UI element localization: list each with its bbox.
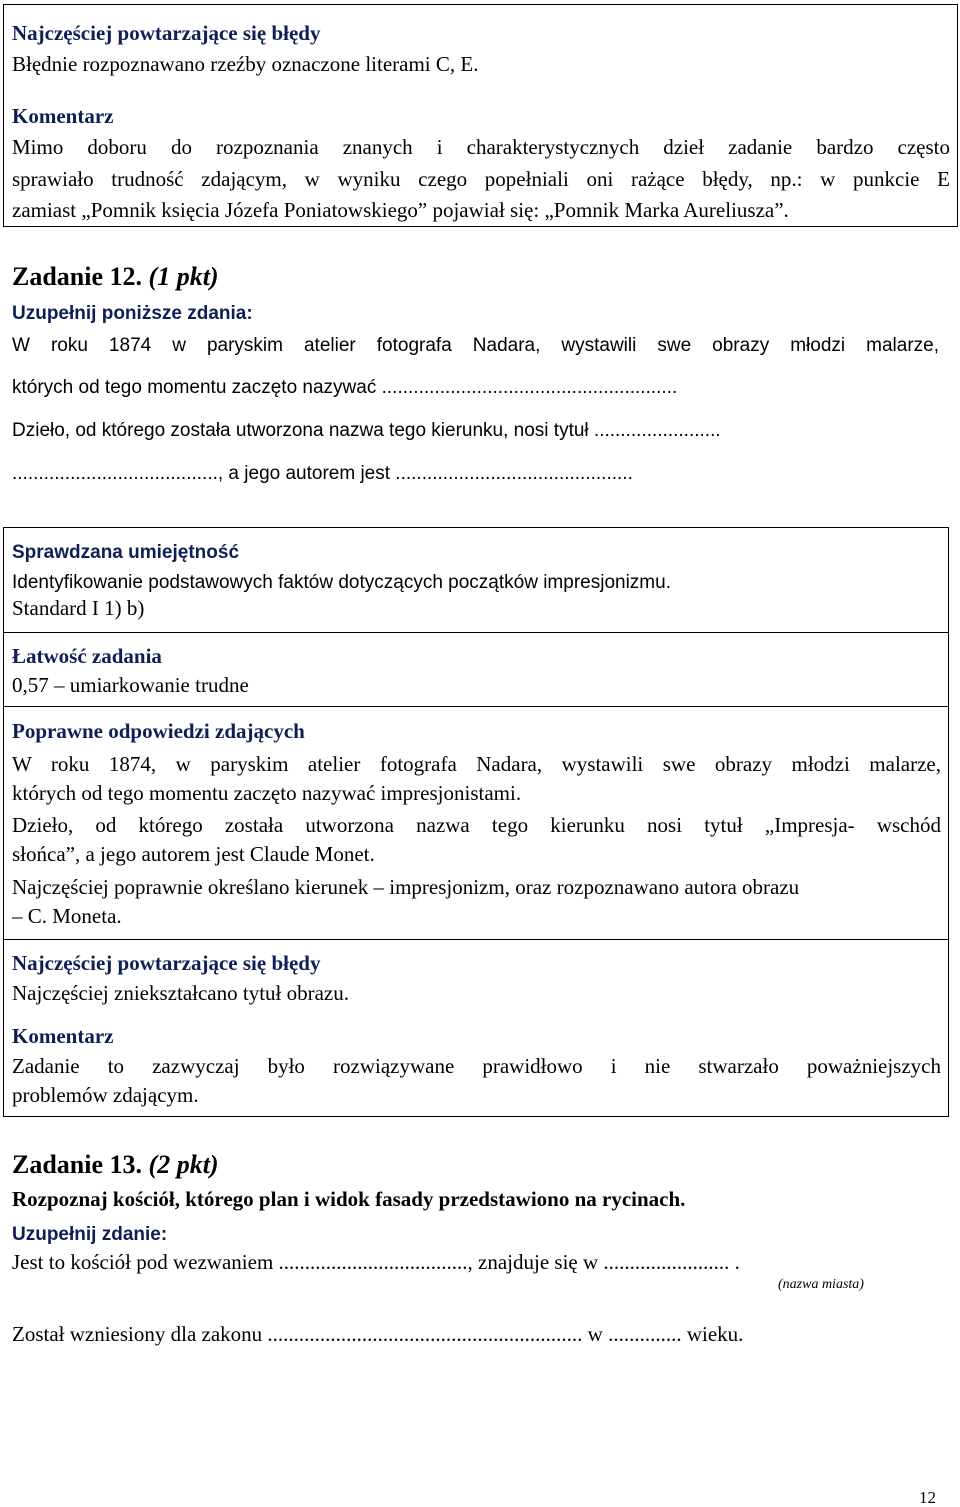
errors-heading: Najczęściej powtarzające się błędy <box>12 951 321 975</box>
comment-line: zamiast „Pomnik księcia Józefa Poniatowskiego” pojawiał się: „Pomnik Marka Aureliusza”. <box>12 198 789 222</box>
errors-text: Błędnie rozpoznawano rzeźby oznaczone literami C, E. <box>12 52 479 76</box>
task12-instruction: Uzupełnij poniższe zdania: <box>12 303 253 324</box>
comment-line: sprawiało trudność zdającym, w wyniku czego popełniali oni rażące błędy, np.: w punkcie E <box>12 167 950 191</box>
task13-fill-label: Uzupełnij zdanie: <box>12 1224 168 1245</box>
difficulty-heading: Łatwość zadania <box>12 644 162 668</box>
skill-standard: Standard I 1) b) <box>12 596 145 620</box>
answers-line: których od tego momentu zaczęto nazywać impresjonistami. <box>12 781 522 805</box>
task13-line: Jest to kościół pod wezwaniem ...................................., znajduje się w ........................ . <box>12 1250 740 1274</box>
answers-heading: Poprawne odpowiedzi zdających <box>12 719 305 743</box>
task12-line: ......................................., a jego autorem jest ............................................. <box>12 463 633 484</box>
task12-title <box>12 264 219 290</box>
skill-text: Identyfikowanie podstawowych faktów dotyczących początków impresjonizmu. <box>12 572 671 593</box>
city-hint: (nazwa miasta) <box>778 1277 864 1292</box>
task12-number: Zadanie 12. <box>12 262 143 291</box>
page-number: 12 <box>919 1488 936 1507</box>
task12-points: (1 pkt) <box>148 262 219 291</box>
task13-instruction: Rozpoznaj kościół, którego plan i widok fasady przedstawiono na rycinach. <box>12 1187 686 1211</box>
answers-line: Najczęściej poprawnie określano kierunek – impresjonizm, oraz rozpoznawano autora obrazu <box>12 875 800 899</box>
task12-line: W roku 1874 w paryskim atelier fotografa Nadara, wystawili swe obrazy młodzi malarze, <box>12 335 939 356</box>
task12-analysis-box <box>3 527 949 1117</box>
skill-heading: Sprawdzana umiejętność <box>12 542 240 563</box>
task12-line: Dzieło, od którego została utworzona nazwa tego kierunku, nosi tytuł ........................ <box>12 420 721 441</box>
comment-heading: Komentarz <box>12 104 114 128</box>
comment-line: Mimo doboru do rozpoznania znanych i charakterystycznych dzieł zadanie bardzo często <box>12 135 950 159</box>
comment-line: problemów zdającym. <box>12 1083 199 1107</box>
section-divider <box>4 632 948 633</box>
task13-title <box>12 1152 219 1178</box>
answers-line: – C. Moneta. <box>12 904 122 928</box>
comment-line: Zadanie to zazwyczaj było rozwiązywane prawidłowo i nie stwarzało poważniejszych <box>12 1054 941 1078</box>
section-divider <box>4 939 948 940</box>
task13-points: (2 pkt) <box>148 1150 219 1179</box>
errors-heading: Najczęściej powtarzające się błędy <box>12 21 321 45</box>
task13-number: Zadanie 13. <box>12 1150 143 1179</box>
top-comment-box <box>3 4 958 227</box>
comment-heading: Komentarz <box>12 1024 114 1048</box>
difficulty-text: 0,57 – umiarkowanie trudne <box>12 673 249 697</box>
answers-line: słońca”, a jego autorem jest Claude Monet. <box>12 842 375 866</box>
task12-line: których od tego momentu zaczęto nazywać ........................................................ <box>12 377 678 398</box>
errors-text: Najczęściej zniekształcano tytuł obrazu. <box>12 981 350 1005</box>
answers-line: Dzieło, od którego została utworzona nazwa tego kierunku nosi tytuł „Impresja- wschód <box>12 813 941 837</box>
task13-line: Został wzniesiony dla zakonu ............................................................ w .............. wieku. <box>12 1322 744 1346</box>
answers-line: W roku 1874, w paryskim atelier fotografa Nadara, wystawili swe obrazy młodzi malarze, <box>12 752 941 776</box>
section-divider <box>4 706 948 707</box>
